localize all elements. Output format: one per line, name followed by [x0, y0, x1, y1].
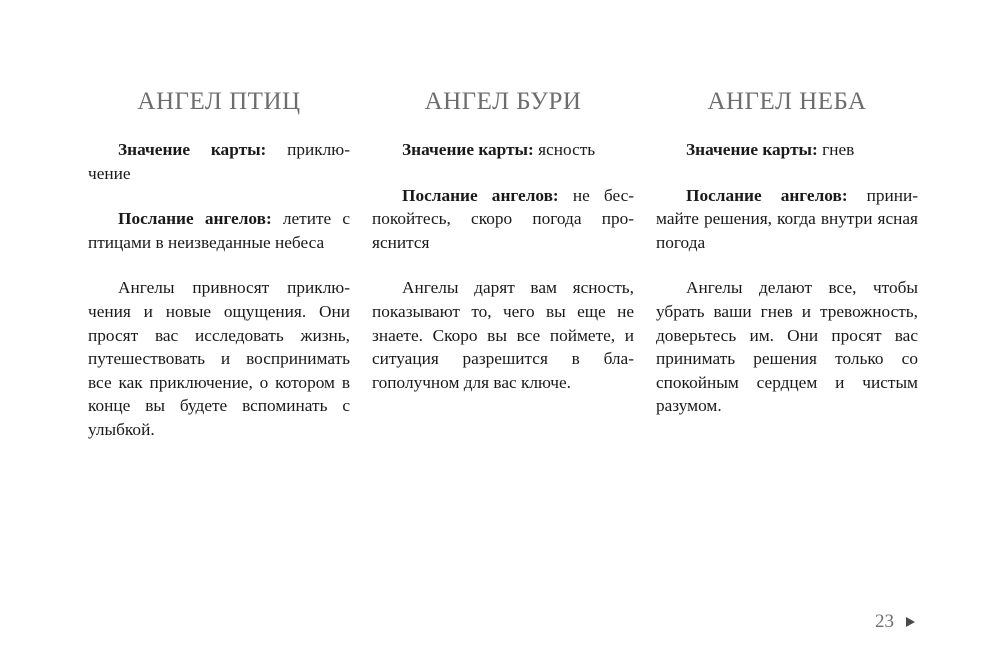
meaning-label: Значение карты:: [686, 140, 818, 159]
card-description: Ангелы дарят вам ясность, показывают то, чего вы еще не знаете. Скоро вы все поймете, и ситуация разрешится в благополучном для вас ключе.: [372, 278, 634, 392]
message-text: не беспокойтесь, скоро погода прояснится: [372, 185, 635, 252]
message-label: Послание ангелов:: [402, 185, 559, 205]
meaning-label: Значение карты:: [118, 140, 267, 159]
message-text: летите с птицами в неизведанные небеса: [88, 209, 350, 252]
card-column-sky: [656, 88, 918, 440]
message-label: Послание ангелов:: [118, 209, 272, 229]
page-number: 23: [875, 611, 894, 632]
card-title: АНГЕЛ НЕБА: [707, 88, 867, 115]
card-description: Ангелы делают все, чтобы убрать ваши гнев и тревожность, доверьтесь им. Они просят вас принимать решения только со спокойным сердцем и чистым разумом.: [656, 278, 918, 416]
card-column-birds: [88, 88, 350, 464]
angel-message: [656, 184, 918, 255]
card-description: Ангелы привносят приключения и новые ощущения. Они просят вас исследовать жизнь, путешествовать и воспринимать все как приключение, о котором в конце вы будете вспоминать с улыбкой.: [88, 278, 350, 439]
card-meaning: [372, 138, 634, 162]
meaning-label: Значение карты:: [402, 140, 534, 159]
angel-message: [88, 207, 350, 254]
meaning-text: приключение: [88, 140, 350, 183]
angel-message: [372, 184, 634, 255]
card-column-storm: [372, 88, 634, 416]
card-meaning: [656, 138, 918, 162]
card-title: АНГЕЛ ПТИЦ: [137, 88, 301, 115]
next-page-arrow-icon: [906, 617, 915, 627]
message-label: Послание ангелов:: [686, 185, 848, 205]
meaning-text: ясность: [538, 140, 596, 159]
message-text: принимайте решения, когда внутри ясная погода: [656, 185, 918, 252]
meaning-text: гнев: [822, 140, 855, 159]
card-title: АНГЕЛ БУРИ: [424, 88, 582, 115]
card-meaning: [88, 138, 350, 185]
